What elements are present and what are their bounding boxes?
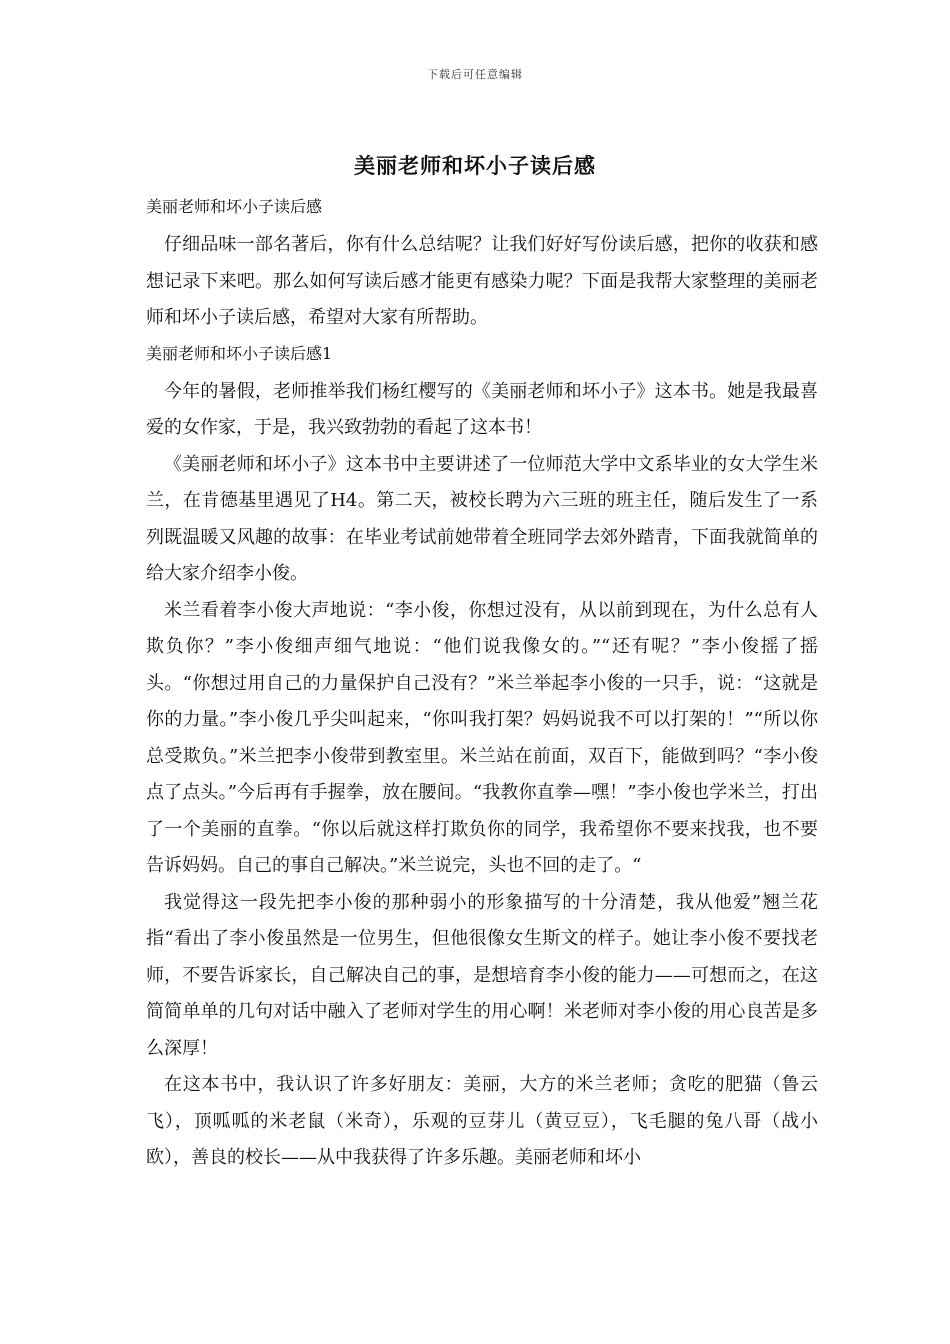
- paragraph-2: 《美丽老师和坏小子》这本书中主要讲述了一位师范大学中文系毕业的女大学生米兰，在肯德基里遇见了H4。第二天，被校长聘为六三班的班主任，随后发生了一系列既温暖又风趣的故事：在毕业考试前她带着全班同学去郊外踏青，下面我就简单的给大家介绍李小俊。: [146, 453, 818, 584]
- header-note: 下载后可任意编辑: [427, 68, 523, 81]
- paragraph-3: 米兰看着李小俊大声地说：“李小俊，你想过没有，从以前到现在，为什么总有人欺负你？”李小俊细声细气地说：“他们说我像女的。”“还有呢？”李小俊摇了摇头。“你想过用自己的力量保护自己没有？”米兰举起李小俊的一只手，说：“这就是你的力量。”李小俊几乎尖叫起来，“你叫我打架？妈妈说我不可以打架的！”“所以你总受欺负。”米兰把李小俊带到教室里。米兰站在前面，双百下，能做到吗？“李小俊点了点头。”今后再有手握拳，放在腰间。“我教你直拳—嘿！”李小俊也学米兰，打出了一个美丽的直拳。“你以后就这样打欺负你的同学，我希望你不要来找我，也不要告诉妈妈。自己的事自己解决。”米兰说完，头也不回的走了。“: [146, 599, 818, 876]
- document-body: [146, 194, 818, 1177]
- paragraph-5: 在这本书中，我认识了许多好朋友：美丽，大方的米兰老师；贪吃的肥猫（鲁云飞），顶呱呱的米老鼠（米奇），乐观的豆芽儿（黄豆豆），飞毛腿的兔八哥（战小欧），善良的校长——从中我获得了许多乐趣。美丽老师和坏小: [146, 1074, 818, 1168]
- subtitle-line: 美丽老师和坏小子读后感: [146, 197, 323, 216]
- section-heading: 美丽老师和坏小子读后感1: [146, 343, 333, 363]
- paragraph-1: 今年的暑假，老师推举我们杨红樱写的《美丽老师和坏小子》这本书。她是我最喜爱的女作家，于是，我兴致勃勃的看起了这本书！: [146, 380, 818, 438]
- intro-paragraph: 仔细品味一部名著后，你有什么总结呢？让我们好好写份读后感，把你的收获和感想记录下来吧。那么如何写读后感才能更有感染力呢？下面是我帮大家整理的美丽老师和坏小子读后感，希望对大家有所帮助。: [146, 234, 818, 328]
- paragraph-4: 我觉得这一段先把李小俊的那种弱小的形象描写的十分清楚，我从他爱”翘兰花指“看出了李小俊虽然是一位男生，但他很像女生斯文的样子。她让李小俊不要找老师，不要告诉家长，自己解决自己的事，是想培育李小俊的能力——可想而之，在这简简单单的几句对话中融入了老师对学生的用心啊！米老师对李小俊的用心良苦是多么深厚！: [146, 891, 818, 1059]
- document-title: 美丽老师和坏小子读后感: [354, 153, 596, 178]
